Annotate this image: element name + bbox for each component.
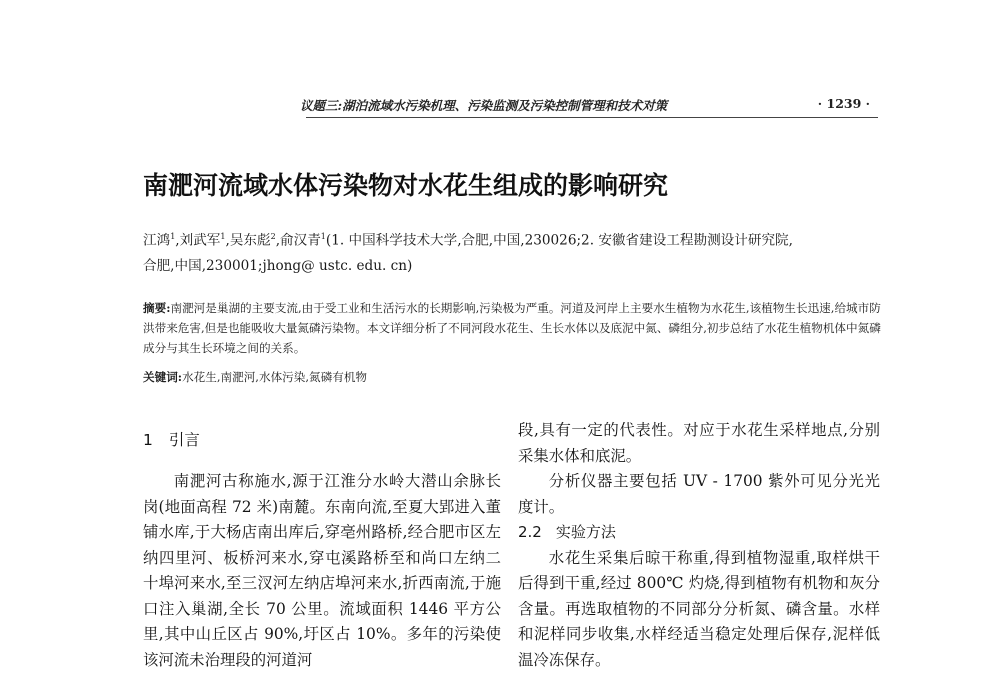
page-number: · 1239 · [817, 96, 870, 111]
affiliation-sup: 2 [270, 232, 276, 241]
running-head [300, 96, 870, 114]
subsection-heading [518, 520, 880, 546]
subsection-title: 实验方法 [555, 523, 616, 541]
author-name: 江鸿 [143, 232, 171, 249]
running-head-text: 议题三:湖泊流域水污染机理、污染监测及污染控制管理和技术对策 [300, 98, 668, 113]
keywords-text: 水花生,南淝河,水体污染,氮磷有机物 [182, 370, 368, 384]
section-number: 1 [143, 431, 153, 449]
author-name: 吴东彪 [229, 232, 271, 249]
affiliation-sup: 1 [320, 232, 326, 241]
left-column [143, 469, 501, 673]
keywords [143, 367, 883, 387]
author-name: 刘武军 [179, 232, 221, 249]
abstract-text: 南淝河是巢湖的主要支流,由于受工业和生活污水的长期影响,污染极为严重。河道及河岸上主要水生植物为水花生,该植物生长迅速,给城市防洪带来危害,但是也能吸收大量氮磷污染物。本文详细分析了不同河段水花生、生长水体以及底泥中氮、磷组分,初步总结了水花生植物机体中氮磷成分与其生长环境之间的关系。 [143, 301, 881, 355]
section-heading [143, 428, 200, 450]
affiliation-line-2: 合肥,中国,230001;jhong@ ustc. edu. cn) [143, 257, 413, 274]
abstract [143, 298, 883, 358]
method-paragraph: 水花生采集后晾干称重,得到植物湿重,取样烘干后得到干重,经过 800℃ 灼烧,得到植物有机物和灰分含量。再选取植物的不同部分分析氮、磷含量。水样和泥样同步收集,水样经适当稳定处理后保存,泥样低温冷冻保存。 [518, 548, 880, 669]
keywords-label: 关键词: [143, 370, 183, 384]
affiliation-sup: 1 [170, 232, 176, 241]
section-title: 引言 [168, 431, 200, 449]
affiliation-sup: 1 [220, 232, 226, 241]
paper-title: 南淝河流域水体污染物对水花生组成的影响研究 [143, 171, 669, 200]
header-rule [306, 117, 878, 118]
instrument-paragraph: 分析仪器主要包括 UV - 1700 紫外可见分光光度计。 [518, 472, 880, 516]
subsection-number: 2.2 [518, 523, 542, 541]
abstract-label: 摘要: [143, 301, 171, 315]
affiliation-line-1: (1. 中国科学技术大学,合肥,中国,230026;2. 安徽省建设工程勘测设计研究院, [325, 232, 793, 249]
author-block: 江鸿$^1$,刘武军$^1$,吴东彪$^2$,俞汉青$^1$(1. 中国科学技术大学,合肥,中国,230026;2. 安徽省建设工程勘测设计研究院, 合肥,中国,230001;jhong@ ustc. edu. cn) [143, 232, 793, 274]
continued-paragraph: 段,具有一定的代表性。对应于水花生采样地点,分别采集水体和底泥。 [518, 421, 880, 465]
author-name: 俞汉青 [280, 232, 321, 249]
right-column [518, 418, 880, 673]
intro-paragraph: 南淝河古称施水,源于江淮分水岭大潜山余脉长岗(地面高程 72 米)南麓。东南向流,至夏大郢进入董铺水库,于大杨店南出库后,穿亳州路桥,经合肥市区左纳四里河、板桥河来水,穿屯溪路桥至和尚口左纳二十埠河来水,至三汊河左纳店埠河来水,折西南流,于施口注入巢湖,全长 70 公里。流域面积 1446 平方公里,其中山丘区占 90%,圩区占 10%。多年的污染使该河流未治理段的河道河 [143, 472, 501, 669]
